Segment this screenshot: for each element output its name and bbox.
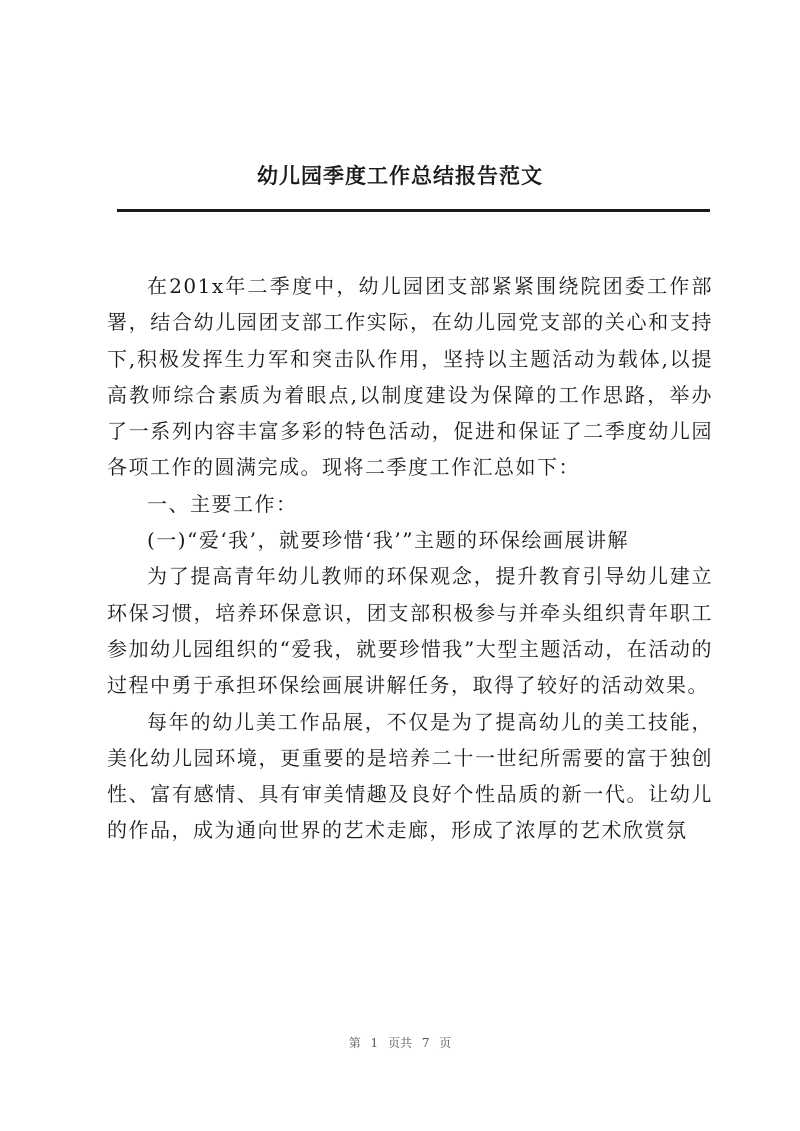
paragraph: 每年的幼儿美工作品展，不仅是为了提高幼儿的美工技能，美化幼儿园环境，更重要的是培养二十一世纪所需要的富于独创性、富有感情、具有审美情趣及良好个性品质的新一代。让幼儿的作品，成为通向世界的艺术走廊，形成了浓厚的艺术欣赏氛 [107, 709, 713, 843]
document-body [107, 268, 713, 849]
section-heading: 一、主要工作： [147, 491, 298, 516]
title-divider [117, 209, 710, 212]
paragraph: 为了提高青年幼儿教师的环保观念，提升教育引导幼儿建立环保习惯，培养环保意识，团支部积极参与并牵头组织青年职工参加幼儿园组织的“爱我，就要珍惜我”大型主题活动，在活动的过程中勇于承担环保绘画展讲解任务，取得了较好的活动效果。 [107, 564, 713, 698]
subsection-heading: (一)“爱‘我’，就要珍惜‘我’”主题的环保绘画展讲解 [147, 528, 629, 553]
page-number: 第 1 页共 7 页 [348, 1036, 452, 1050]
paragraph-intro: 在201x年二季度中，幼儿园团支部紧紧围绕院团委工作部署，结合幼儿园团支部工作实际，在幼儿园党支部的关心和支持下,积极发挥生力军和突击队作用，坚持以主题活动为载体,以提高教师综合素质为着眼点,以制度建设为保障的工作思路，举办了一系列内容丰富多彩的特色活动，促进和保证了二季度幼儿园各项工作的圆满完成。现将二季度工作汇总如下： [107, 274, 713, 480]
page-title: 幼儿园季度工作总结报告范文 [257, 163, 543, 188]
